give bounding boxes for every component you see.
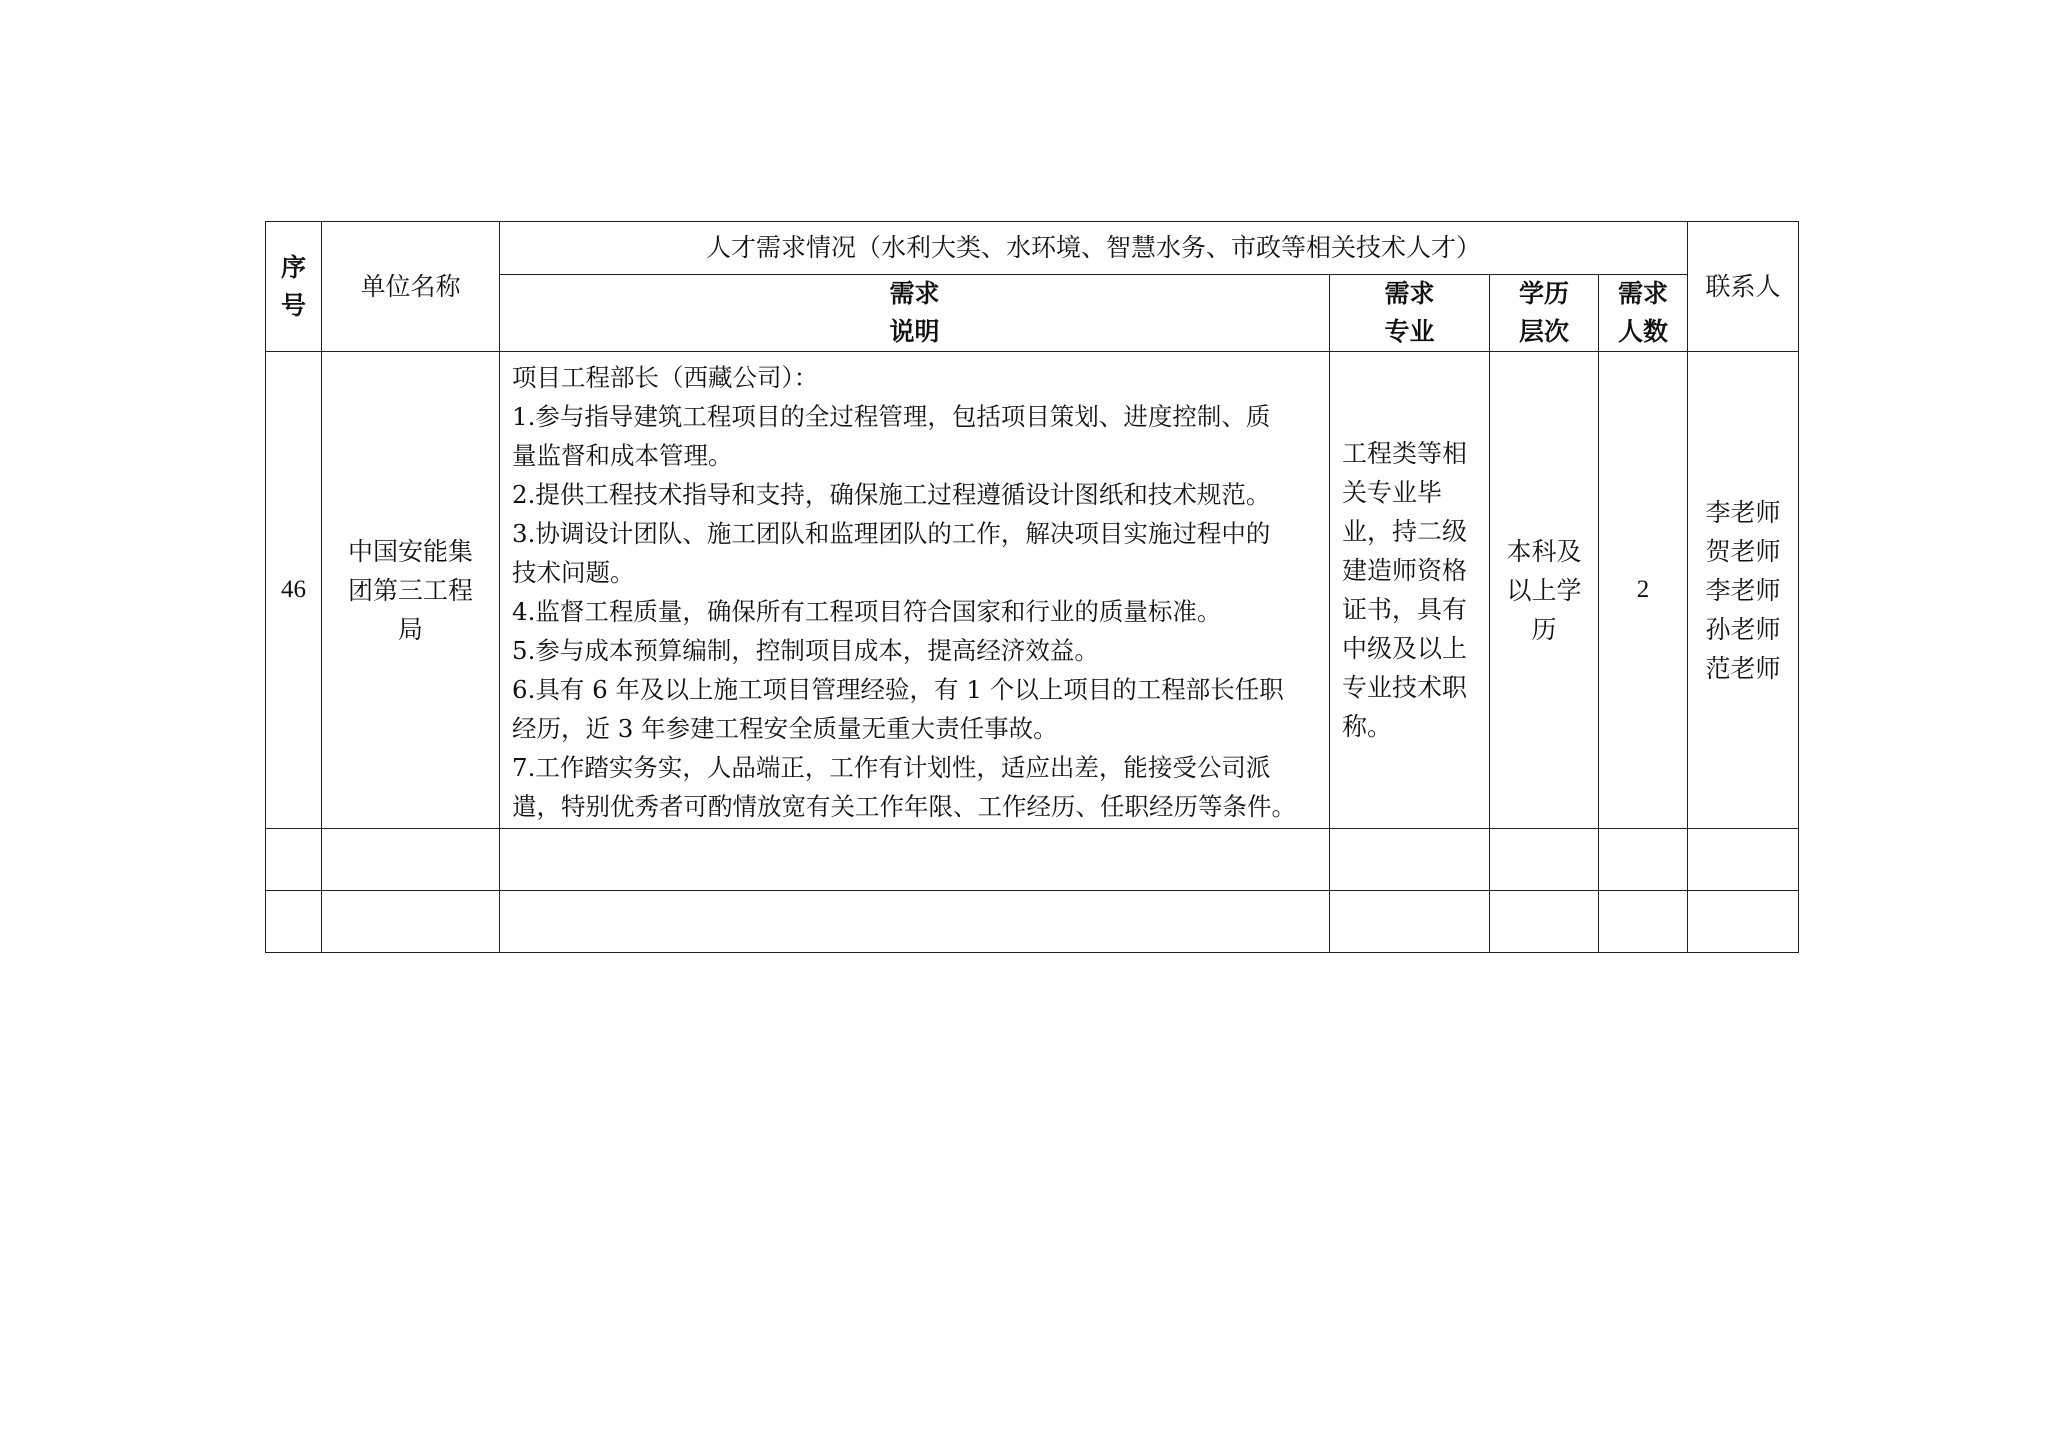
description-line: 经历，近 3 年参建工程安全质量无重大责任事故。 bbox=[512, 714, 1058, 743]
major-line: 关专业毕 bbox=[1342, 478, 1443, 507]
empty-cell bbox=[322, 891, 500, 953]
description-line: 1.参与指导建筑工程项目的全过程管理，包括项目策划、进度控制、质 bbox=[512, 402, 1271, 431]
description-line: 量监督和成本管理。 bbox=[512, 441, 733, 470]
header-description-line-2: 说明 bbox=[889, 317, 940, 346]
description-line: 技术问题。 bbox=[512, 558, 635, 587]
talent-demand-table bbox=[265, 221, 1799, 953]
row-major bbox=[1330, 352, 1490, 829]
major-line: 工程类等相 bbox=[1342, 439, 1468, 468]
major-line: 专业技术职 bbox=[1342, 673, 1468, 702]
empty-cell bbox=[266, 891, 322, 953]
row-education bbox=[1490, 352, 1599, 829]
row-seq: 46 bbox=[266, 352, 322, 829]
header-major bbox=[1330, 275, 1490, 352]
description-line: 项目工程部长（西藏公司）： bbox=[512, 363, 819, 392]
empty-cell bbox=[1688, 891, 1799, 953]
header-description-line-1: 需求 bbox=[889, 279, 940, 308]
empty-cell bbox=[500, 829, 1330, 891]
header-description bbox=[500, 275, 1330, 352]
description-line: 6.具有 6 年及以上施工项目管理经验，有 1 个以上项目的工程部长任职 bbox=[512, 675, 1284, 704]
empty-cell bbox=[1688, 829, 1799, 891]
header-contact: 联系人 bbox=[1688, 222, 1799, 352]
major-line: 中级及以上 bbox=[1342, 634, 1468, 663]
header-major-line-1: 需求 bbox=[1384, 279, 1435, 308]
header-education-line-1: 学历 bbox=[1518, 279, 1569, 308]
description-line: 7.工作踏实务实，人品端正，工作有计划性，适应出差，能接受公司派 bbox=[512, 753, 1271, 782]
header-seq bbox=[266, 222, 322, 352]
row-contacts bbox=[1688, 352, 1799, 829]
unit-name-line-3: 局 bbox=[397, 614, 423, 644]
unit-name-line-2: 团第三工程 bbox=[347, 575, 473, 605]
header-unit-name: 单位名称 bbox=[322, 222, 500, 352]
education-line: 本科及 bbox=[1506, 536, 1582, 566]
row-unit-name bbox=[322, 352, 500, 829]
header-seq-text bbox=[266, 249, 321, 325]
empty-cell bbox=[1599, 829, 1688, 891]
unit-name-line-1: 中国安能集 bbox=[347, 536, 473, 566]
header-count bbox=[1599, 275, 1688, 352]
empty-cell bbox=[500, 891, 1330, 953]
header-education bbox=[1490, 275, 1599, 352]
description-line: 遣，特别优秀者可酌情放宽有关工作年限、工作经历、任职经历等条件。 bbox=[512, 792, 1296, 821]
description-line: 2.提供工程技术指导和支持，确保施工过程遵循设计图纸和技术规范。 bbox=[512, 480, 1271, 509]
header-talent-demand: 人才需求情况（水利大类、水环境、智慧水务、市政等相关技术人才） bbox=[500, 222, 1688, 275]
header-count-line-1: 需求 bbox=[1618, 279, 1669, 308]
table-row bbox=[266, 352, 1799, 829]
major-line: 业，持二级 bbox=[1342, 517, 1468, 546]
empty-cell bbox=[1490, 829, 1599, 891]
education-line: 历 bbox=[1531, 614, 1557, 644]
major-line: 称。 bbox=[1342, 712, 1393, 741]
empty-cell bbox=[266, 829, 322, 891]
contact-name: 贺老师 bbox=[1705, 536, 1781, 566]
description-line: 5.参与成本预算编制，控制项目成本，提高经济效益。 bbox=[512, 636, 1099, 665]
header-seq-char-1: 序 bbox=[280, 252, 306, 282]
description-line: 3.协调设计团队、施工团队和监理团队的工作，解决项目实施过程中的 bbox=[512, 519, 1271, 548]
empty-cell bbox=[1599, 891, 1688, 953]
contact-name: 范老师 bbox=[1705, 653, 1781, 683]
contact-name: 孙老师 bbox=[1705, 614, 1781, 644]
header-education-line-2: 层次 bbox=[1518, 317, 1569, 346]
empty-cell bbox=[1330, 829, 1490, 891]
empty-cell bbox=[1330, 891, 1490, 953]
education-line: 以上学 bbox=[1506, 575, 1582, 605]
header-major-line-2: 专业 bbox=[1384, 317, 1435, 346]
header-seq-char-2: 号 bbox=[280, 290, 306, 320]
row-description bbox=[500, 352, 1330, 829]
empty-cell bbox=[322, 829, 500, 891]
row-count: 2 bbox=[1599, 352, 1688, 829]
empty-table-row bbox=[266, 829, 1799, 891]
empty-table-row bbox=[266, 891, 1799, 953]
major-line: 证书，具有 bbox=[1342, 595, 1468, 624]
header-count-line-2: 人数 bbox=[1618, 317, 1669, 346]
contact-name: 李老师 bbox=[1705, 497, 1781, 527]
contact-name: 李老师 bbox=[1705, 575, 1781, 605]
empty-cell bbox=[1490, 891, 1599, 953]
description-line: 4.监督工程质量，确保所有工程项目符合国家和行业的质量标准。 bbox=[512, 597, 1222, 626]
major-line: 建造师资格 bbox=[1342, 556, 1468, 585]
